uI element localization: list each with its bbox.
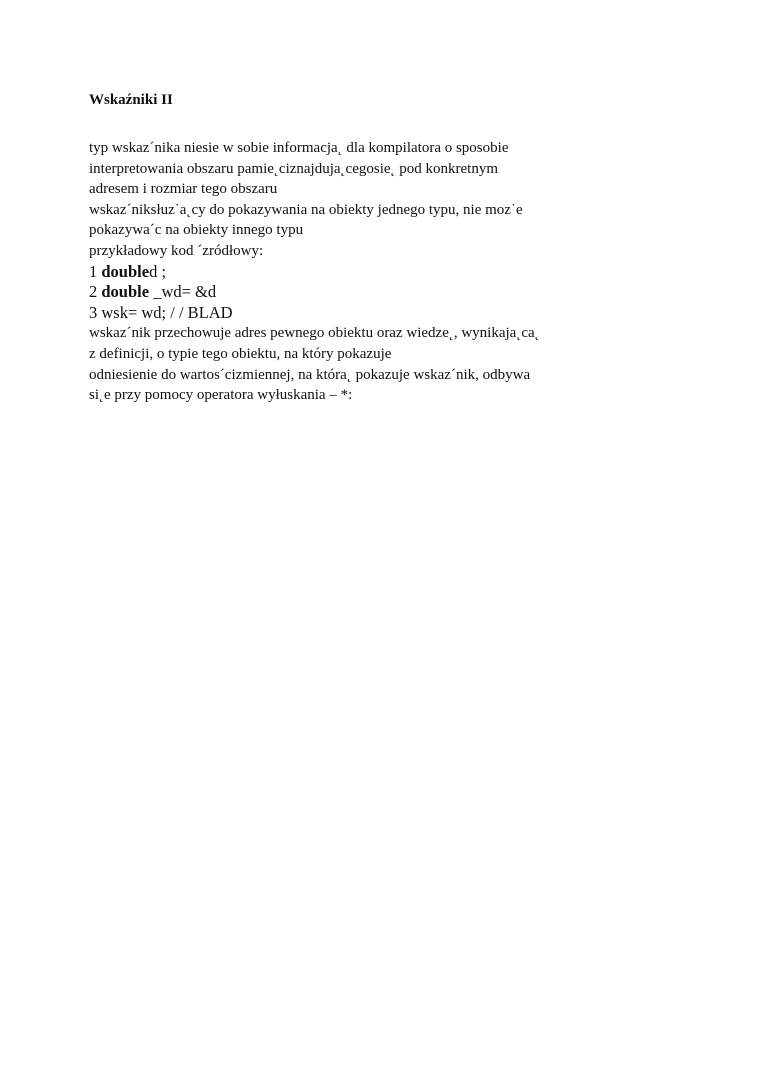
code-line-1 bbox=[89, 262, 689, 283]
code-text: d ; bbox=[149, 261, 167, 281]
code-keyword: double bbox=[101, 261, 150, 281]
text-line-12: odniesienie do wartos´cizmiennej, na która˛ pokazuje wskaz´nik, odbywa bbox=[89, 366, 531, 383]
code-line-number: 1 bbox=[89, 261, 102, 281]
text-line-10: wskaz´nik przechowuje adres pewnego obiektu oraz wiedze˛, wynikaja˛ca˛ bbox=[89, 325, 540, 342]
document-title: Wskaźniki II bbox=[89, 92, 173, 108]
code-keyword: double bbox=[101, 282, 150, 302]
text-line-6: przykładowy kod ´zródłowy: bbox=[89, 242, 264, 259]
code-line-2 bbox=[89, 282, 689, 303]
code-line-3: 3 wsk= wd; / / BLAD bbox=[89, 302, 233, 322]
code-line-number: 2 bbox=[89, 282, 102, 302]
text-line-11: z definicji, o typie tego obiektu, na który pokazuje bbox=[89, 345, 392, 362]
text-line-3: adresem i rozmiar tego obszaru bbox=[89, 181, 278, 198]
text-line-4: wskaz´niksłuz˙a˛cy do pokazywania na obiekty jednego typu, nie moz˙e bbox=[89, 201, 523, 218]
text-line-5: pokazywa´c na obiekty innego typu bbox=[89, 222, 304, 239]
text-line-1: typ wskaz´nika niesie w sobie informacja˛ dla kompilatora o sposobie bbox=[89, 140, 509, 156]
code-text: _wd= &d bbox=[149, 282, 217, 302]
text-line-13: si˛e przy pomocy operatora wyłuskania – *: bbox=[89, 387, 353, 404]
document-page bbox=[89, 90, 689, 406]
text-line-2: interpretowania obszaru pamie˛ciznajduja˛cegosie˛ pod konkretnym bbox=[89, 160, 499, 177]
